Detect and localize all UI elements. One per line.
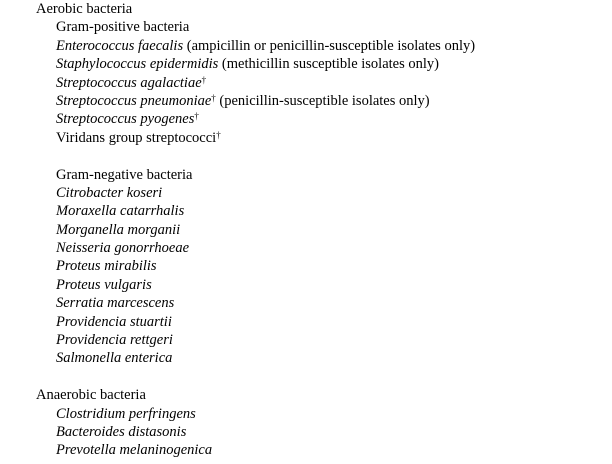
list-item [36,405,606,423]
organism-name: Streptococcus agalactiae [56,74,202,91]
organism-name: Staphylococcus epidermidis [56,56,219,73]
organism-name: Moraxella catarrhalis [56,203,185,220]
gram-positive-heading: Gram-positive bacteria [56,19,190,36]
organism-name: Neisseria gonorrhoeae [56,240,190,257]
list-item [36,257,606,275]
organism-name: Proteus vulgaris [56,276,152,293]
list-item [36,313,606,331]
organism-note: (ampicillin or penicillin-susceptible isolates only) [183,37,476,54]
list-item [36,37,606,55]
organism-name: Viridans group streptococci [56,129,217,146]
list-item [36,423,606,441]
organism-name: Providencia stuartii [56,313,172,330]
list-item [36,221,606,239]
list-item [36,441,606,459]
organism-name: Citrobacter koseri [56,184,163,201]
organism-note: (penicillin-susceptible isolates only) [215,92,430,109]
spacer [36,147,606,165]
organism-name: Streptococcus pyogenes [56,111,195,128]
gram-negative-heading: Gram-negative bacteria [56,166,193,183]
list-item [36,331,606,349]
organism-name: Streptococcus pneumoniae [56,92,212,109]
list-item [36,349,606,367]
organism-name: Clostridium perfringens [56,405,196,422]
list-item [36,202,606,220]
list-item [36,239,606,257]
list-item [36,55,606,73]
spacer [36,368,606,386]
organism-name: Proteus mirabilis [56,258,157,275]
dagger-mark: † [216,129,221,140]
organism-list [36,0,606,460]
organism-name: Bacteroides distasonis [56,423,187,440]
organism-name: Serratia marcescens [56,295,175,312]
dagger-mark: † [194,111,199,122]
list-item [36,184,606,202]
dagger-mark: † [201,74,207,85]
list-item [36,92,606,110]
organism-name: Enterococcus faecalis [56,37,184,54]
organism-name: Morganella morganii [56,221,181,238]
list-item [36,74,606,92]
anaerobic-heading: Anaerobic bacteria [36,387,146,404]
organism-name: Salmonella enterica [56,350,173,367]
organism-name: Prevotella melaninogenica [56,442,213,459]
list-item [36,276,606,294]
organism-note: (methicillin susceptible isolates only) [218,56,439,73]
list-item [36,110,606,128]
aerobic-heading: Aerobic bacteria [36,1,133,17]
list-item [36,129,606,147]
organism-name: Providencia rettgeri [56,332,173,349]
dagger-mark: † [211,92,216,103]
list-item [36,294,606,312]
